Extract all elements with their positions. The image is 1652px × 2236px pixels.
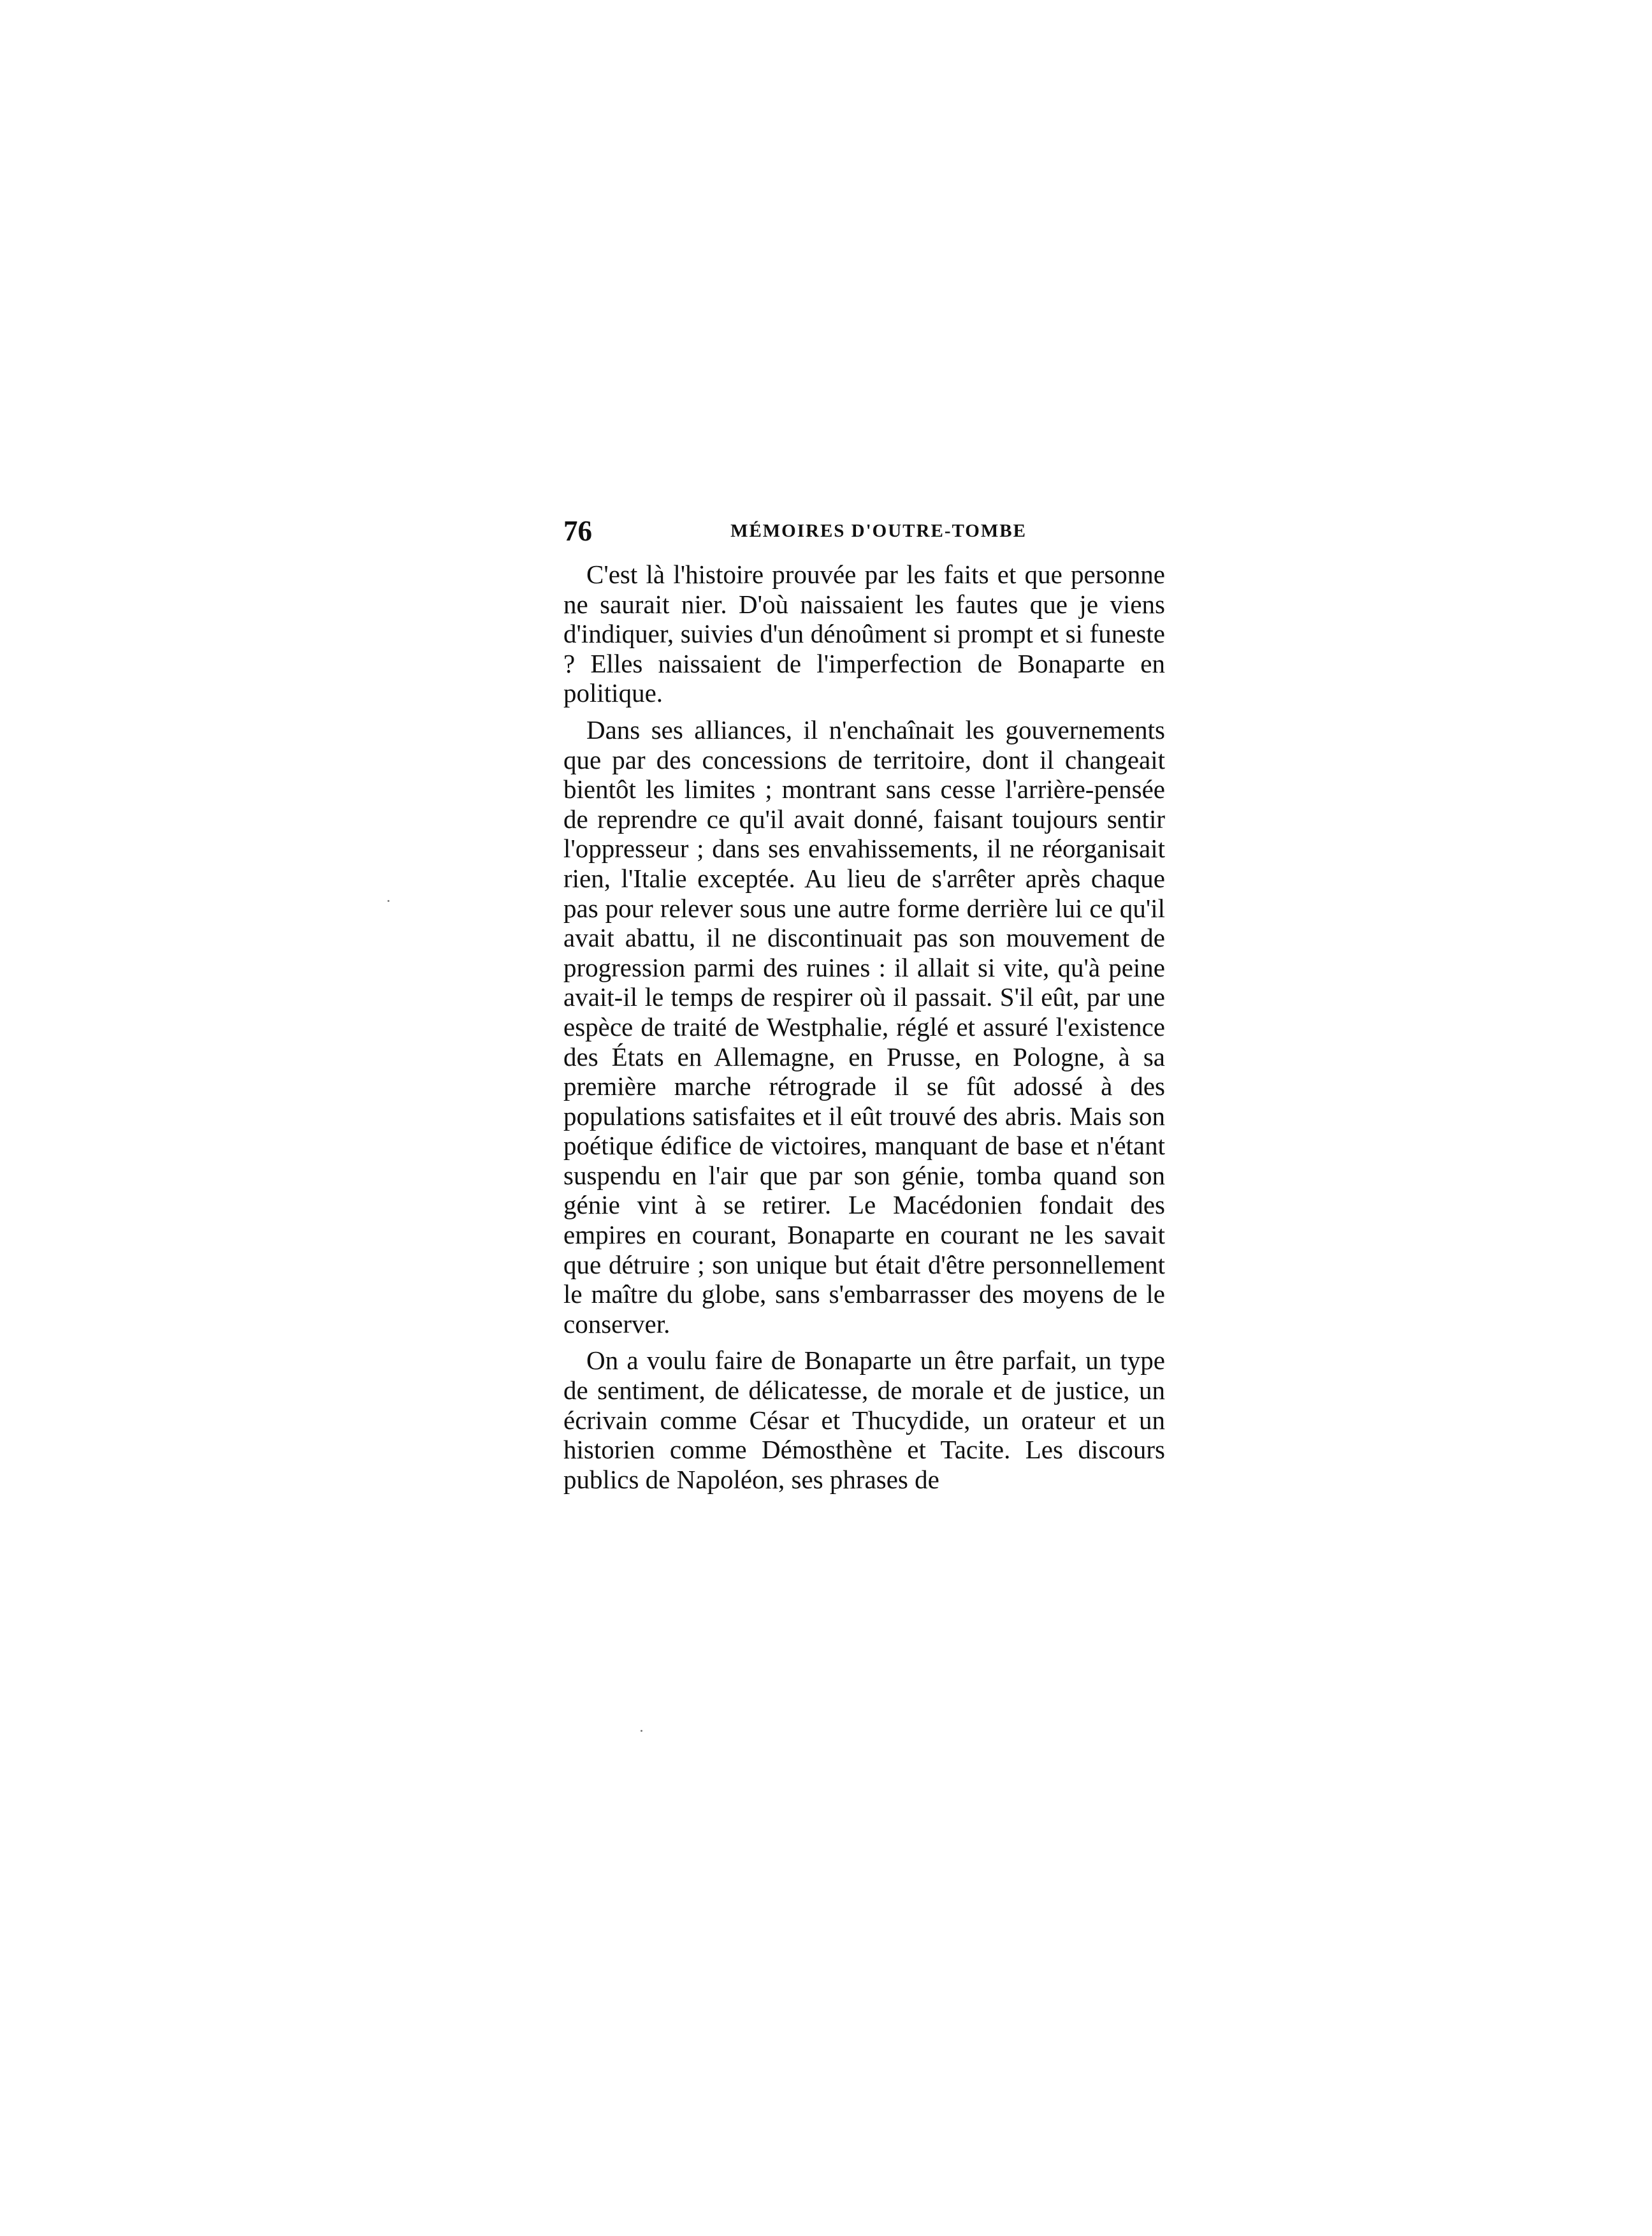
scan-speck [388,900,389,902]
page-number: 76 [563,515,592,547]
scan-speck [641,1730,642,1732]
paragraph: On a voulu faire de Bonaparte un être parfait, un type de sentiment, de délicatesse, de morale et de justice, un écrivain comme César et Thucydide, un orateur et un historien comme Démosthène et Tacite. Les discours publics de Napoléon, ses phrases de [563,1346,1165,1494]
body-text [563,560,1165,1501]
page-header [563,512,1165,550]
running-title: MÉMOIRES D'OUTRE-TOMBE [730,521,1027,541]
paragraph: C'est là l'histoire prouvée par les faits et que personne ne saurait nier. D'où naissaient les fautes que je viens d'indiquer, suivies d'un dénoûment si prompt et si funeste ? Elles naissaient de l'imperfection de Bonaparte en politique. [563,560,1165,708]
paragraph: Dans ses alliances, il n'enchaînait les gouvernements que par des concessions de territoire, dont il changeait bientôt les limites ; montrant sans cesse l'arrière-pensée de reprendre ce qu'il avait donné, faisant toujours sentir l'oppresseur ; dans ses envahissements, il ne réorganisait rien, l'Italie exceptée. Au lieu de s'arrêter après chaque pas pour relever sous une autre forme derrière lui ce qu'il avait abattu, il ne discontinuait pas son mouvement de progression parmi des ruines : il allait si vite, qu'à peine avait-il le temps de respirer où il passait. S'il eût, par une espèce de traité de Westphalie, réglé et assuré l'existence des États en Allemagne, en Prusse, en Pologne, à sa première marche rétrograde il se fût adossé à des populations satisfaites et il eût trouvé des abris. Mais son poétique édifice de victoires, manquant de base et n'étant suspendu en l'air que par son génie, tomba quand son génie vint à se retirer. Le Macédonien fondait des empires en courant, Bonaparte en courant ne les savait que détruire ; son unique but était d'être personnellement le maître du globe, sans s'embarrasser des moyens de le conserver. [563,715,1165,1339]
